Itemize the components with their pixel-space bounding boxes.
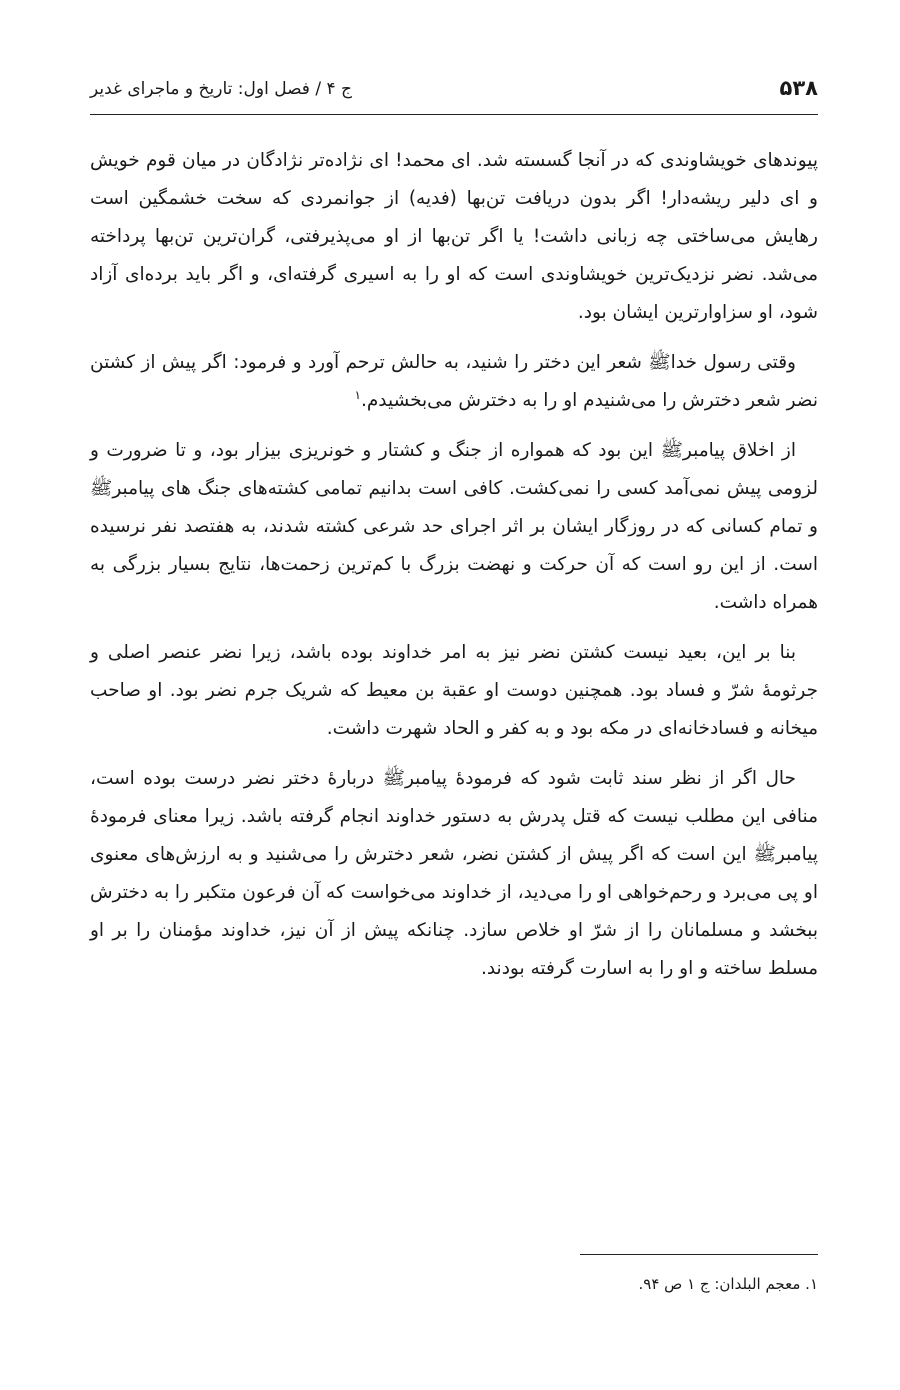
paragraph-2 (90, 344, 818, 420)
book-page (90, 0, 818, 1390)
paragraph-1-text: پیوندهای خویشاوندی که در آنجا گسسته شد. ای محمد! ای نژاده‌تر نژادگان در میان قوم خویش و ای دلیر ریشه‌دار! اگر بدون دریافت تن‌بها (فدیه) از جوانمردی که سخت خشمگین است رهایش می‌ساختی چه زبانی داشت! یا اگر تن‌بها از او می‌پذیرفتی، گران‌ترین تن‌بها پرداخته می‌شد. نضر نزدیک‌ترین خویشاوندی است که او را به اسیری گرفته‌ای، و اگر باید برده‌ای آزاد شود، او سزاوارترین ایشان بود. (90, 150, 818, 323)
paragraph-4 (90, 634, 818, 748)
running-title: ج ۴ / فصل اول: تاریخ و ماجرای غدیر (90, 79, 353, 99)
paragraph-2-text: وقتی رسول خداﷺ شعر این دختر را شنید، به حالش ترحم آورد و فرمود: اگر پیش از کشتن نضر شعر دخترش را می‌شنیدم او را به دخترش می‌بخشیدم. (90, 352, 818, 411)
paragraph-1 (90, 142, 818, 332)
footnote-divider (580, 1254, 818, 1255)
footnote-marker[interactable]: ۱ (354, 387, 361, 402)
footnote: ۱. معجم البلدان: ج ۱ ص ۹۴. (638, 1275, 818, 1293)
paragraph-3-text: از اخلاق پیامبرﷺ این بود که همواره از جنگ و کشتار و خونریزی بیزار بود، و تا ضرورت و لزومی پیش نمی‌آمد کسی را نمی‌کشت. کافی است بدانیم تمامی کشته‌های جنگ های پیامبرﷺ و تمام کسانی که در روزگار ایشان بر اثر اجرای حد شرعی کشته شدند، به هفتصد نفر نرسیده است. از این رو است که آن حرکت و نهضت بزرگ با کم‌ترین زحمت‌ها، نتایج بسیار بزرگی به همراه داشت. (90, 440, 818, 613)
body-text (90, 142, 818, 1000)
paragraph-3 (90, 432, 818, 622)
paragraph-5 (90, 760, 818, 988)
paragraph-5-text: حال اگر از نظر سند ثابت شود که فرمودهٔ پیامبرﷺ دربارهٔ دختر نضر درست بوده است، منافی این مطلب نیست که قتل پدرش به دستور خداوند انجام گرفته باشد. زیرا معنای فرمودهٔ پیامبرﷺ این است که اگر پیش از کشتن نضر، شعر دخترش را می‌شنید و به ارزش‌های معنوی او پی می‌برد و رحم‌خواهی او را می‌دید، از خداوند می‌خواست که آن فرعون متکبر را به دخترش ببخشد و مسلمانان را از شرّ او خلاص سازد. چنانکه پیش از آن نیز، خداوند مؤمنان را بر او مسلط ساخته و او را به اسارت گرفته بودند. (90, 768, 818, 979)
page-header (90, 74, 818, 115)
paragraph-4-text: بنا بر این، بعید نیست کشتن نضر نیز به امر خداوند بوده باشد، زیرا نضر عنصر اصلی و جرثومهٔ شرّ و فساد بود. همچنین دوست او عقبة بن معیط که شریک جرم نضر بود. او صاحب میخانه و فسادخانه‌ای در مکه بود و به کفر و الحاد شهرت داشت. (90, 642, 818, 739)
page-number: ۵۳۸ (779, 76, 818, 100)
